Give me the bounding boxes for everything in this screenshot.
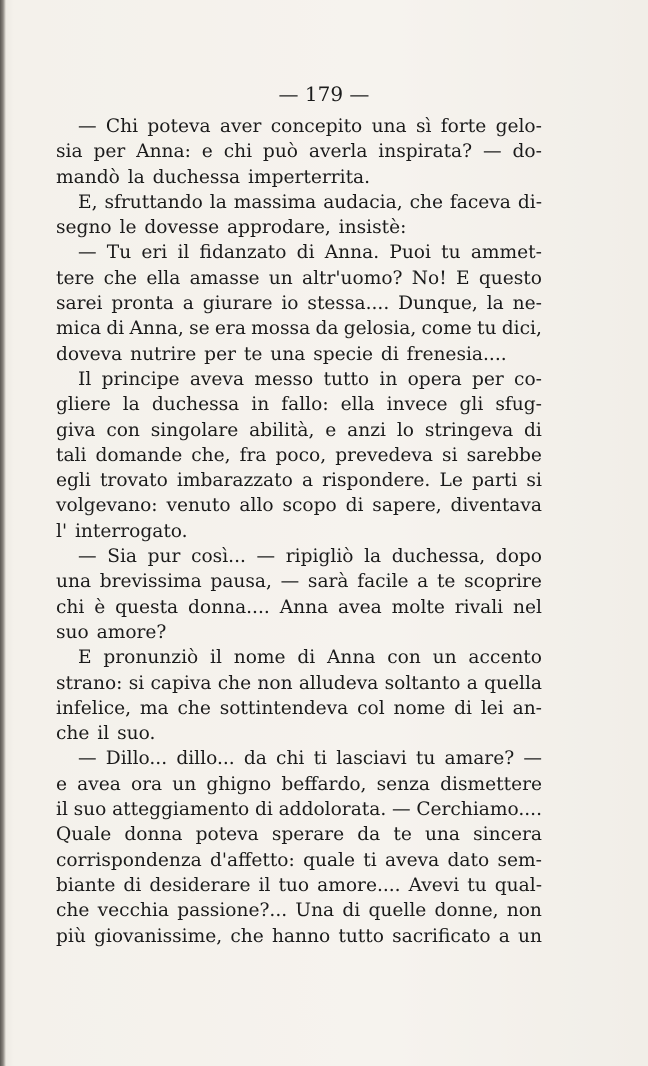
text-line (56, 569, 542, 594)
word: inspirata? (378, 141, 473, 163)
word: messo (254, 368, 314, 390)
word: è (94, 596, 106, 618)
text-line (56, 772, 542, 797)
word: di (345, 495, 364, 517)
word: abilità, (249, 419, 315, 441)
word: una (371, 116, 407, 137)
word: sincera (473, 824, 542, 846)
word: Puoi (389, 242, 431, 264)
word: facile (357, 571, 409, 593)
word: così... (191, 546, 246, 568)
word: poco, (275, 444, 327, 466)
word: di (454, 697, 473, 719)
word: Anna (327, 647, 376, 669)
word: il (210, 647, 222, 669)
word: diventava (450, 495, 542, 517)
word: quale (303, 849, 355, 871)
word: si (128, 672, 145, 694)
word: soltanto (384, 672, 461, 694)
text-line: segno le dovesse approdare, insistè: (56, 217, 407, 239)
word: — (483, 141, 502, 163)
text-line (56, 924, 542, 949)
word: aveva (385, 849, 440, 871)
word: nome (233, 647, 286, 669)
text-line (56, 645, 542, 670)
word: scopo (282, 495, 337, 517)
word: avea (77, 773, 121, 795)
word: te (393, 824, 412, 846)
word: suo (73, 799, 107, 821)
word: il (56, 799, 68, 821)
word: fidanzato (199, 242, 287, 264)
word: opera (407, 368, 462, 390)
word: un (518, 925, 542, 947)
word: lo (396, 419, 414, 441)
word: nel (512, 596, 542, 618)
word: strano: (56, 672, 123, 694)
word: fra (239, 444, 267, 466)
word: Anna, (129, 318, 184, 340)
word: dillo... (176, 748, 235, 770)
word: amare? (444, 748, 515, 770)
word: a (466, 672, 478, 694)
word: Anna. (324, 242, 380, 264)
word: che (177, 697, 211, 719)
word: che (409, 191, 443, 213)
text-line (56, 291, 542, 316)
word: domande (95, 444, 183, 466)
word: chi (56, 596, 85, 618)
word: da (315, 318, 339, 340)
word: fallo: (281, 394, 329, 416)
word: il (258, 874, 271, 896)
word: di- (517, 191, 542, 213)
word: sia (56, 141, 83, 163)
word: E, (78, 191, 98, 213)
text-line: l' interrogato. (56, 520, 188, 542)
word: Le (439, 470, 463, 492)
word: rispondere. (322, 470, 431, 492)
text-line: doveva nutrire per te una specie di frenesia.... (56, 343, 507, 365)
word: questa (115, 596, 179, 618)
word: a (301, 470, 314, 492)
word: più (56, 925, 86, 947)
word: giurare (202, 293, 273, 315)
word: di (524, 419, 542, 441)
word: che (56, 900, 90, 922)
word: chi (276, 748, 305, 770)
text-line (56, 848, 542, 873)
word: da (243, 748, 267, 770)
word: Dillo... (105, 748, 168, 770)
word: volgevano: (56, 495, 158, 517)
word: ne- (512, 293, 542, 315)
word: tu (441, 242, 461, 264)
word: che, (191, 444, 231, 466)
word: quella (484, 672, 542, 694)
word: un (432, 647, 457, 669)
text-line (56, 418, 542, 443)
text-line (56, 443, 542, 468)
body-text (56, 114, 542, 949)
word: a (182, 293, 194, 315)
word: amore.... (317, 874, 401, 896)
word: un (172, 773, 197, 795)
word: aver (219, 116, 262, 137)
word: lei (480, 697, 504, 719)
word: stessa.... (307, 293, 390, 315)
word: che (230, 925, 264, 947)
page-number: — 179 — (278, 82, 370, 106)
word: avea (338, 596, 382, 618)
word: tutto (323, 368, 370, 390)
text-line (56, 139, 542, 164)
text-line (56, 797, 542, 822)
word: duchessa (151, 394, 240, 416)
word: se (189, 318, 210, 340)
word: massima (233, 191, 317, 213)
word: ripigliò (285, 546, 354, 568)
word: sem- (497, 849, 542, 871)
word: Cerchiamo.... (416, 799, 542, 821)
word: E (455, 267, 470, 289)
word: ghigno (206, 773, 272, 795)
word: mica (56, 318, 102, 340)
word: di (342, 900, 361, 922)
word: Dunque, (398, 293, 478, 315)
word: infelice, (56, 697, 132, 719)
word: rivali (454, 596, 504, 618)
word: scoprire (464, 571, 542, 593)
word: donna.... (188, 596, 270, 618)
word: per (471, 368, 504, 390)
word: donne, (434, 900, 499, 922)
word: sapere, (372, 495, 442, 517)
word: che (103, 267, 138, 289)
word: corrispondenza (56, 849, 202, 871)
word: tuo (278, 874, 310, 896)
word: sarei (56, 293, 103, 315)
word: tere (56, 267, 95, 289)
word: come (421, 318, 472, 340)
word: pur (147, 546, 181, 568)
word: ti (363, 849, 377, 871)
word: sfruttando (104, 191, 203, 213)
word: tu (477, 318, 497, 340)
word: prevedeva (335, 444, 433, 466)
word: allo (239, 495, 274, 517)
word: d'affetto: (210, 849, 295, 871)
word: Anna: (136, 141, 191, 163)
word: di (106, 318, 125, 340)
word: passione?... (177, 900, 288, 922)
word: imbarazzato (176, 470, 293, 492)
word: molte (391, 596, 445, 618)
text-line (56, 114, 542, 139)
word: di (297, 647, 316, 669)
word: era (214, 318, 246, 340)
word: sperare (271, 824, 345, 846)
text-line (56, 544, 542, 569)
word: sarà (307, 571, 349, 593)
word: può (262, 141, 298, 163)
word: si (526, 470, 542, 492)
word: an- (512, 697, 542, 719)
word: addolorata. (278, 799, 387, 821)
text-line: suo amore? (56, 621, 167, 643)
word: venuto (166, 495, 231, 517)
word: ella (340, 394, 375, 416)
word: Sia (107, 546, 138, 568)
text-line (56, 392, 542, 417)
word: una (56, 571, 92, 593)
text-line (56, 190, 542, 215)
word: — (280, 571, 300, 593)
word: hanno (271, 925, 331, 947)
word: quelle (368, 900, 427, 922)
word: altr'uomo? (302, 267, 403, 289)
word: gelosia, (343, 318, 417, 340)
word: Chi (105, 116, 139, 137)
word: che (217, 672, 252, 694)
page-spine-edge (0, 0, 6, 1066)
word: brevissima (99, 571, 202, 593)
word: egli (56, 470, 91, 492)
word: forte (440, 116, 487, 137)
word: beffardo, (281, 773, 367, 795)
word: gelo- (495, 116, 542, 137)
word: e (325, 419, 337, 441)
word: ora (130, 773, 163, 795)
word: sacrificato (392, 925, 491, 947)
word: stringeva (424, 419, 514, 441)
word: questo (478, 267, 542, 289)
word: sarebbe (466, 444, 542, 466)
word: do- (512, 141, 542, 163)
word: gli (459, 394, 484, 416)
word: duchessa, (391, 546, 486, 568)
word: in (251, 394, 270, 416)
word: tutto (338, 925, 384, 947)
word: dici, (501, 318, 542, 340)
word: non (257, 672, 293, 694)
word: poteva (195, 824, 259, 846)
word: dato (447, 849, 490, 871)
word: aveva (189, 368, 245, 390)
word: chi (223, 141, 253, 163)
word: io (281, 293, 299, 315)
word: dopo (495, 546, 542, 568)
word: per (93, 141, 126, 163)
word: con (387, 647, 421, 669)
word: lasciavi (336, 748, 407, 770)
word: Una (295, 900, 335, 922)
word: co- (514, 368, 542, 390)
text-line (56, 367, 542, 392)
word: eri (141, 242, 168, 264)
word: la (364, 546, 382, 568)
word: accento (468, 647, 542, 669)
word: pausa, (210, 571, 272, 593)
word: sottintendeva (219, 697, 349, 719)
word: Quale (56, 824, 112, 846)
text-line (56, 671, 542, 696)
word: Tu (106, 242, 132, 264)
word: e (56, 773, 68, 795)
word: ma (139, 697, 169, 719)
word: si (442, 444, 458, 466)
word: — (391, 799, 411, 821)
word: di (296, 242, 315, 264)
word: Avevi (408, 874, 460, 896)
word: la (122, 394, 140, 416)
word: qual- (494, 874, 542, 896)
word: tali (56, 444, 87, 466)
word: donna (124, 824, 183, 846)
text-line (56, 595, 542, 620)
word: nome (393, 697, 446, 719)
text-line: mandò la duchessa imperterrita. (56, 166, 371, 188)
word: col (357, 697, 385, 719)
word: pronunziò (103, 647, 199, 669)
word: ti (313, 748, 327, 770)
text-line (56, 822, 542, 847)
word: dismettere (440, 773, 542, 795)
word: ella (146, 267, 181, 289)
word: ammet- (470, 242, 542, 264)
word: sfug- (495, 394, 542, 416)
word: e (201, 141, 213, 163)
text-line (56, 873, 542, 898)
text-line (56, 266, 542, 291)
text-line (56, 316, 542, 341)
text-line (56, 240, 542, 265)
word: Il (78, 368, 92, 390)
word: tu (467, 874, 487, 896)
word: Anna (279, 596, 329, 618)
word: un (268, 267, 293, 289)
word: giva (56, 419, 96, 441)
word: tu (415, 748, 436, 770)
word: il (177, 242, 190, 264)
word: — (78, 748, 97, 770)
word: — (78, 116, 97, 137)
word: pronta (111, 293, 174, 315)
word: sì (415, 116, 432, 137)
word: la (209, 191, 227, 213)
word: gliere (56, 394, 111, 416)
word: vecchia (97, 900, 169, 922)
word: invece (386, 394, 448, 416)
word: anzi (347, 419, 386, 441)
word: di (254, 799, 273, 821)
word: senza (376, 773, 430, 795)
word: — (78, 546, 97, 568)
word: — (78, 242, 97, 264)
word: a (498, 925, 510, 947)
word: da (357, 824, 381, 846)
word: con (106, 419, 140, 441)
text-line: che il suo. (56, 723, 156, 745)
word: trovato (99, 470, 168, 492)
word: biante (56, 874, 116, 896)
word: alludeva (298, 672, 379, 694)
word: — (523, 748, 542, 770)
word: E (78, 647, 92, 669)
word: capiva (150, 672, 212, 694)
word: mossa (251, 318, 311, 340)
word: No! (411, 267, 447, 289)
word: poteva (147, 116, 211, 137)
text-line (56, 493, 542, 518)
word: a (417, 571, 429, 593)
word: principe (101, 368, 180, 390)
text-line (56, 746, 542, 771)
word: desiderare (149, 874, 251, 896)
word: singolare (150, 419, 239, 441)
word: la (486, 293, 504, 315)
word: — (256, 546, 276, 568)
text-line (56, 696, 542, 721)
word: te (436, 571, 456, 593)
word: averla (308, 141, 368, 163)
word: atteggiamento (112, 799, 250, 821)
word: di (123, 874, 142, 896)
word: in (379, 368, 398, 390)
word: non (506, 900, 542, 922)
word: concepito (270, 116, 363, 137)
word: giovanissime, (94, 925, 223, 947)
word: audacia, (323, 191, 403, 213)
word: amasse (189, 267, 260, 289)
word: faceva (449, 191, 511, 213)
word: parti (471, 470, 518, 492)
word: una (424, 824, 460, 846)
text-line (56, 898, 542, 923)
text-line (56, 468, 542, 493)
